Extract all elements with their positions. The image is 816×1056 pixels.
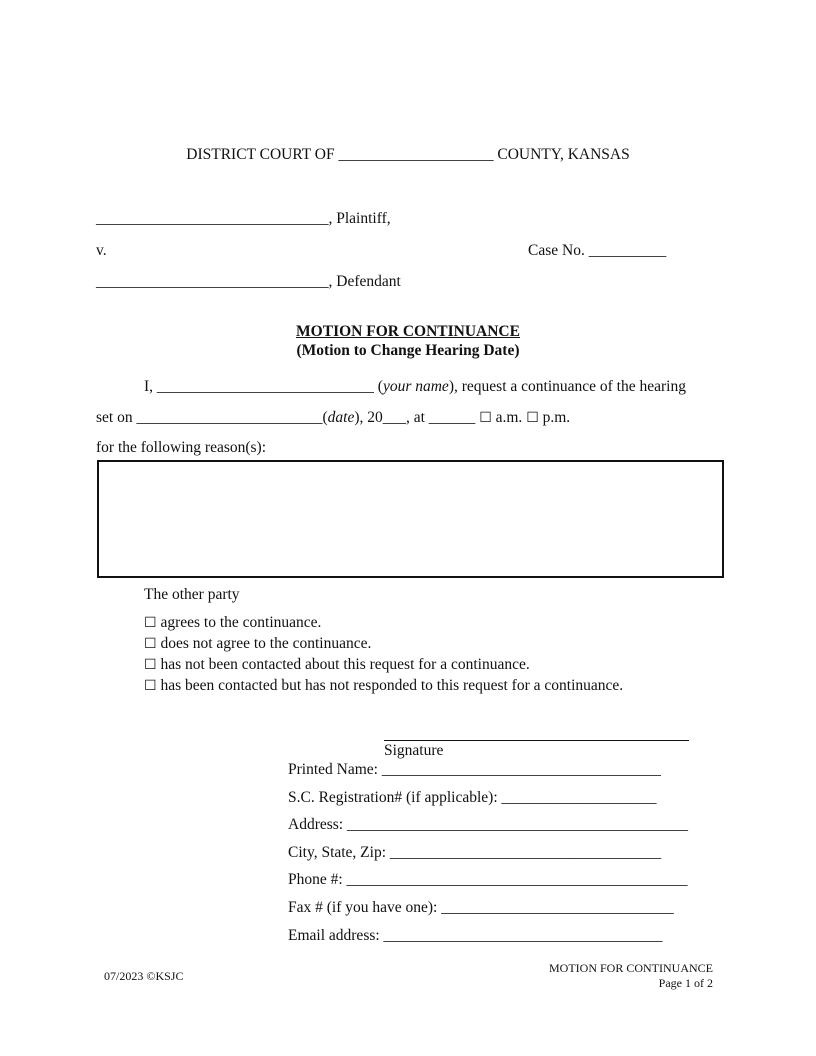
footer-page-number: Page 1 of 2: [658, 976, 713, 990]
footer-form-title: MOTION FOR CONTINUANCE: [549, 961, 713, 975]
hearing-date-start: set on ________________________(: [96, 409, 328, 426]
phone-field[interactable]: Phone #: ____________________________________________: [288, 871, 688, 888]
city-state-zip-field[interactable]: City, State, Zip: ___________________________________: [288, 844, 662, 861]
plaintiff-line: ______________________________, Plaintiff,: [96, 210, 391, 227]
court-heading: DISTRICT COURT OF ____________________ COUNTY, KANSAS: [186, 146, 630, 163]
other-party-heading: The other party: [144, 586, 240, 603]
option-not-contacted: [144, 656, 530, 675]
option-does-not-agree: [144, 635, 371, 654]
footer-revision: 07/2023 ©KSJC: [104, 969, 184, 983]
your-name-hint: your name: [382, 378, 449, 395]
reasons-textbox[interactable]: [97, 460, 724, 578]
option-agrees: [144, 614, 321, 633]
hearing-date-end: ), 20___, at ______: [354, 409, 476, 426]
pm-label: p.m.: [542, 409, 571, 426]
printed-name-field[interactable]: Printed Name: ____________________________________: [288, 761, 661, 778]
does-not-agree-checkbox[interactable]: ☐: [144, 636, 157, 652]
reasons-label: for the following reason(s):: [96, 439, 267, 456]
date-hint: date: [327, 409, 355, 426]
not-contacted-checkbox[interactable]: ☐: [144, 657, 157, 673]
agrees-checkbox[interactable]: ☐: [144, 615, 157, 631]
signature-line[interactable]: [384, 740, 689, 741]
pm-checkbox[interactable]: ☐: [526, 410, 539, 426]
option-label: has been contacted but has not responded to this request for a continuance.: [160, 677, 624, 694]
document-subtitle: (Motion to Change Hearing Date): [296, 342, 520, 359]
hearing-date-line: [96, 409, 570, 428]
email-field[interactable]: Email address: ____________________________________: [288, 927, 663, 944]
am-checkbox[interactable]: ☐: [479, 410, 492, 426]
document-title: MOTION FOR CONTINUANCE: [296, 323, 520, 340]
versus-label: v.: [96, 242, 107, 259]
request-line: [144, 378, 686, 397]
option-label: agrees to the continuance.: [160, 614, 322, 631]
option-label: does not agree to the continuance.: [160, 635, 372, 652]
defendant-line: ______________________________, Defendant: [96, 273, 401, 290]
request-line-start: I, ____________________________ (: [144, 378, 383, 395]
option-no-response: [144, 677, 623, 696]
am-label: a.m.: [495, 409, 523, 426]
request-line-end: ), request a continuance of the hearing: [448, 378, 686, 395]
option-label: has not been contacted about this request for a continuance.: [160, 656, 530, 673]
case-number-line: Case No. __________: [528, 242, 667, 259]
fax-field[interactable]: Fax # (if you have one): ______________________________: [288, 899, 674, 916]
signature-label: Signature: [384, 742, 444, 759]
no-response-checkbox[interactable]: ☐: [144, 678, 157, 694]
sc-registration-field[interactable]: S.C. Registration# (if applicable): ____________________: [288, 789, 657, 806]
address-field[interactable]: Address: ____________________________________________: [288, 816, 688, 833]
